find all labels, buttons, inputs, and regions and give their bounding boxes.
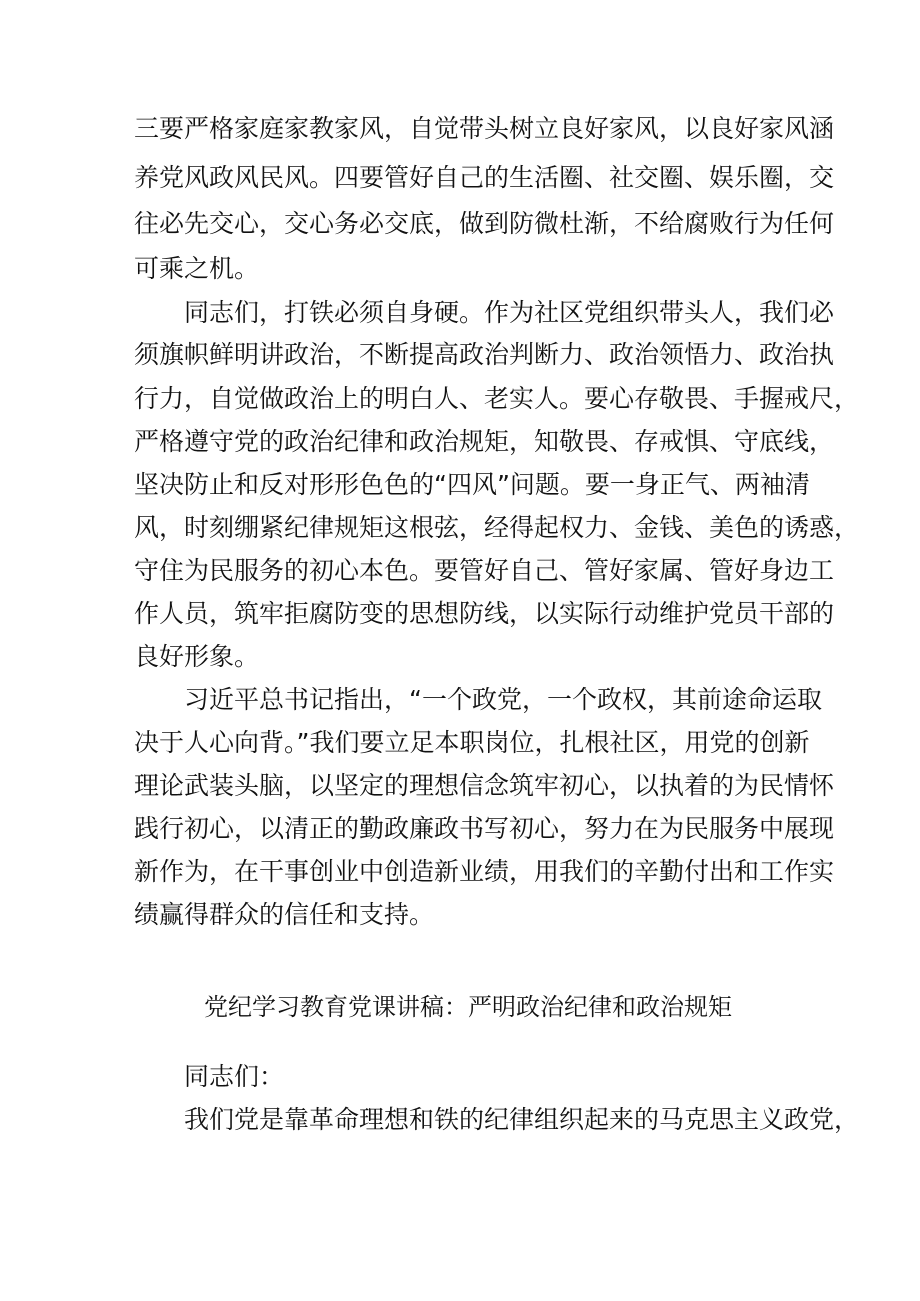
salutation: 同志们： xyxy=(184,1062,285,1091)
paragraph-line: 作人员，筑牢拒腐防变的思想防线，以实际行动维护党员干部的 xyxy=(134,599,835,628)
paragraph-line: 绩赢得群众的信任和支持。 xyxy=(134,900,435,929)
paragraph-line: 守住为民服务的初心本色。要管好自己、管好家属、管好身边工 xyxy=(134,556,835,585)
paragraph-line: 习近平总书记指出，“一个政党，一个政权，其前途命运取 xyxy=(184,685,822,714)
paragraph-line: 行力，自觉做政治上的明白人、老实人。要心存敬畏、手握戒尺， xyxy=(134,384,860,413)
paragraph-line: 往必先交心，交心务必交底，做到防微杜渐，不给腐败行为任何 xyxy=(134,209,835,238)
paragraph-line: 理论武装头脑，以坚定的理想信念筑牢初心，以执着的为民情怀 xyxy=(134,771,835,800)
section-title: 党纪学习教育党课讲稿：严明政治纪律和政治规矩 xyxy=(204,993,732,1021)
paragraph-line: 决于人心向背。”我们要立足本职岗位，扎根社区，用党的创新 xyxy=(134,728,810,757)
paragraph-line: 同志们，打铁必须自身硬。作为社区党组织带头人，我们必 xyxy=(184,298,835,327)
paragraph-line: 严格遵守党的政治纪律和政治规矩，知敬畏、存戒惧、守底线， xyxy=(134,427,835,456)
paragraph-line: 须旗帜鲜明讲政治，不断提高政治判断力、政治领悟力、政治执 xyxy=(134,340,835,369)
paragraph-line: 坚决防止和反对形形色色的“四风”问题。要一身正气、两袖清 xyxy=(134,470,810,499)
paragraph-line: 我们党是靠革命理想和铁的纪律组织起来的马克思主义政党， xyxy=(184,1105,860,1134)
paragraph-line: 养党风政风民风。四要管好自己的生活圈、社交圈、娱乐圈，交 xyxy=(134,163,835,192)
paragraph-line: 践行初心，以清正的勤政廉政书写初心，努力在为民服务中展现 xyxy=(134,814,835,843)
paragraph-line: 三要严格家庭家教家风，自觉带头树立良好家风，以良好家风涵 xyxy=(134,114,835,143)
paragraph-line: 良好形象。 xyxy=(134,642,260,671)
paragraph-line: 可乘之机。 xyxy=(134,254,260,283)
paragraph-line: 风，时刻绷紧纪律规矩这根弦，经得起权力、金钱、美色的诱惑， xyxy=(134,513,860,542)
paragraph-line: 新作为，在干事创业中创造新业绩，用我们的辛勤付出和工作实 xyxy=(134,857,835,886)
